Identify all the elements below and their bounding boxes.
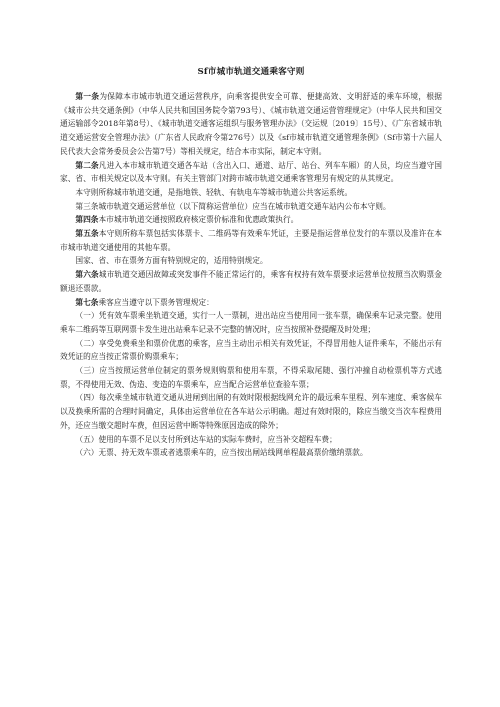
- clause-item-6: （六）无票、持无效车票或者逃票乘车的，应当按出闸站线网单程最高票价缴纳票款。: [75, 448, 368, 458]
- article-number: 第六条: [75, 270, 99, 280]
- article-number: 第一条: [75, 92, 100, 101]
- clause-item-2: （二）享受免费乘坐和票价优惠的乘客，应当主动出示相关有效凭证，不得冒用他人证件乘车，不能出示有效凭证的应当按正常票价购票乘车；: [60, 338, 442, 362]
- article-1: [60, 90, 442, 159]
- article-text: 国家、省、市在票务方面有特别规定的，适用特别规定。: [75, 256, 268, 266]
- article-number: 第四条: [75, 215, 99, 225]
- article-text: 本守则所称城市轨道交通，是指地铁、轻轨、有轨电车等城市轨道公共客运系统。: [75, 187, 353, 197]
- article-number: 第二条: [75, 160, 99, 170]
- clause-item-3: （三）应当按照运营单位制定的票务规则购票和使用车票，不得采取尾随、强行冲撞自动检票机等方式逃票，不得使用无效、伪造、变造的车票乘车，应当配合运营单位查验车票；: [60, 366, 442, 389]
- article-2-definition: [60, 186, 442, 200]
- article-5-note: [60, 254, 442, 268]
- article-text: 本守则所称车票包括实体票卡、二维码等有效乘车凭证，主要是指运营单位发行的车票以及准许在本市城市轨道交通使用的其他车票。: [60, 229, 442, 252]
- article-text: 第三条城市轨道交通运营单位（以下简称运营单位）应当在城市轨道交通车站内公布本守则。: [75, 201, 391, 211]
- clause-item-4: （四）每次乘坐城市轨道交通从进闸到出闸的有效时限根据线网允许的最远乘车里程、列车速度、乘客候车以及换乘所需的合理时间确定，具体由运营单位在各车站公示明确。超过有效时限的，除应当缴交当次车程费用外，还应当缴交超时车费，但因运营中断等特殊原因造成的除外；: [60, 393, 442, 430]
- clause-item-5: （五）使用的车票不足以支付所到达车站的实际车费时，应当补交超程车费；: [75, 434, 337, 444]
- article-text: 为保障本市城市轨道交通运营秩序，向乘客提供安全可靠、便捷高效、文明舒适的乘车环境，根据《城市公共交通条例》（中华人民共和国国务院令第793号）、《城市轨道交通运营管理规定》（中华人民共和国交通运输部令2018年第8号）、《城市轨道交通客运组织与服务管理办法》（交运规〔2019〕15号）、《广东省城市轨道交通运营安全管理办法》（广东省人民政府令第276号）以及《sf市城市轨道交通管理条例》（Sf市第十六届人民代表大会常务委员会公告第7号）等相关规定，结合本市实际，制定本守则。: [60, 92, 442, 156]
- article-number: 第五条: [75, 229, 99, 239]
- document-title: Sf市城市轨道交通乘客守则: [197, 67, 305, 77]
- article-2: [60, 159, 442, 186]
- article-number: 第七条: [75, 297, 99, 307]
- article-7: [60, 296, 442, 310]
- article-5: [60, 227, 442, 254]
- article-text: 凡进入本市城市轨道交通各车站（含出入口、通道、站厅、站台、列车车厢）的人员，均应当遵守国家、省、市相关规定以及本守则。有关主管部门对跨市城市轨道交通乘客管理另有规定的从其规定。: [60, 160, 442, 184]
- article-text: 城市轨道交通因故障或突发事件不能正常运行的，乘客有权持有效车票要求运营单位按照当次购票金额退还票款。: [60, 270, 442, 293]
- article-4: [60, 213, 442, 227]
- article-text: 本市城市轨道交通按照政府核定票价标准和优惠政策执行。: [98, 215, 299, 225]
- article-6: [60, 268, 442, 295]
- article-3: [60, 200, 442, 214]
- clause-item-1: （一）凭有效车票乘坐轨道交通，实行一人一票制，进出站应当使用同一张车票，确保乘车记录完整。使用乘车二维码等互联网票卡发生进出站乘车记录不完整的情况时，应当按照补登提醒及时处理；: [60, 311, 442, 334]
- article-text: 乘客应当遵守以下票务管理规定：: [98, 297, 214, 307]
